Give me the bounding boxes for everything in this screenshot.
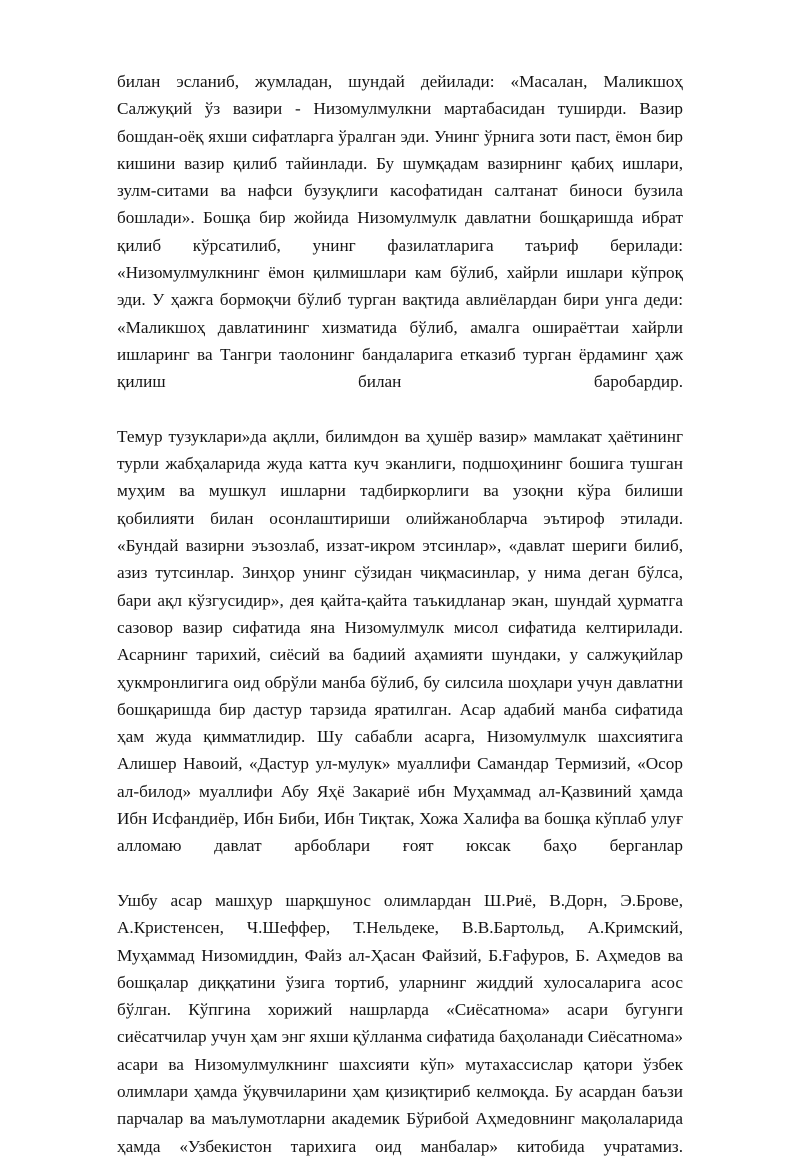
paragraph-3: Ушбу асар машҳур шарқшунос олимлардан Ш.Риё, В.Дорн, Э.Брове, А.Кристенсен, Ч.Шеффер, Т.Нельдеке, В.В.Бартольд, А.Кримский, Муҳаммад Низомиддин, Файз ал-Ҳасан Файзий, Б.Ғафуров, Б. Аҳмедов ва бошқалар диққатини ўзига тортиб, уларнинг жиддий хулосаларига асос бўлган. Кўпгина хорижий нашрларда «Сиёсатнома» асари бугунги сиёсатчилар учун ҳам энг яхши қўлланма сифатида баҳоланади Сиёсатнома» асари ва Низомулмулкнинг шахсияти кўп» мутахассислар қатори ўзбек олимлари ҳамда ўқувчиларини ҳам қизиқтириб келмоқда. Бу асардан баъзи парчалар ва маълумотларни академик Бўрибой Аҳмедовнинг мақолаларида ҳамда «Узбекистон тарихига оид манбалар» китобида учратамиз. [117, 890, 683, 1156]
paragraph-spacer [117, 396, 683, 423]
paragraph-spacer [117, 860, 683, 887]
paragraph-1: билан эсланиб, жумладан, шундай дейилади: «Масалан, Маликшоҳ Салжуқий ўз вазири - Низомулмулкни мартабасидан туширди. Вазир бошдан-оёқ яхши сифатларга ўралган эди. Унинг ўрнига зоти паст, ёмон бир кишини вазир қилиб тайинлади. Бу шумқадам вазирнинг қабиҳ ишлари, зулм-ситами ва нафси бузуқлиги касофатидан салтанат биноси бузила бошлади». Бошқа бир жойида Низомулмулк давлатни бошқаришда ибрат қилиб кўрсатилиб, унинг фазилатларига таъриф берилади: «Низомулмулкнинг ёмон қилмишлари кам бўлиб, хайрли ишлари кўпроқ эди. У ҳажга бормоқчи бўлиб турган вақтида авлиёлардан бири унга деди: «Маликшоҳ давлатининг хизматида бўлиб, амалга ошираёттаи хайрли ишларинг ва Тангри таолонинг бандаларига етказиб турган ёрдаминг ҳаж қилиш билан баробардир. [117, 72, 683, 392]
document-body [117, 68, 683, 1160]
paragraph-2: Темур тузуклари»да ақлли, билимдон ва ҳушёр вазир» мамлакат ҳаётининг турли жабҳаларида жуда катта куч эканлиги, подшоҳининг бошига тушган муҳим ва мушкул ишларни тадбиркорлиги ва узоқни кўра билиши қобилияти билан осонлаштириши олийжанобларча эътироф этилади. «Бундай вазирни эъзозлаб, иззат-икром этсинлар», «давлат шериги билиб, азиз тутсинлар. Зинҳор унинг сўзидан чиқмасинлар, у нима деган бўлса, бари ақл кўзгусидир», дея қайта-қайта таъкидланар экан, шундай ҳурматга сазовор вазир сифатида яна Низомулмулк мисол сифатида келтирилади. Асарнинг тарихий, сиёсий ва бадиий аҳамияти шундаки, у салжуқийлар ҳукмронлигига оид обрўли манба бўлиб, бу силсила шоҳлари учун давлатни бошқаришда бир дастур тарзида яратилган. Асар адабий манба сифатида ҳам жуда қимматлидир. Шу сабабли асарга, Низомулмулк шахсиятига Алишер Навоий, «Дастур ул-мулук» муаллифи Самандар Термизий, «Осор ал-билод» муаллифи Абу Яҳё Закариё ибн Муҳаммад ал-Қазвиний ҳамда Ибн Исфандиёр, Ибн Биби, Ибн Тиқтак, Хожа Халифа ва бошқа кўплаб улуғ алломаю давлат арбоблари ғоят юксак баҳо берганлар [117, 426, 683, 856]
